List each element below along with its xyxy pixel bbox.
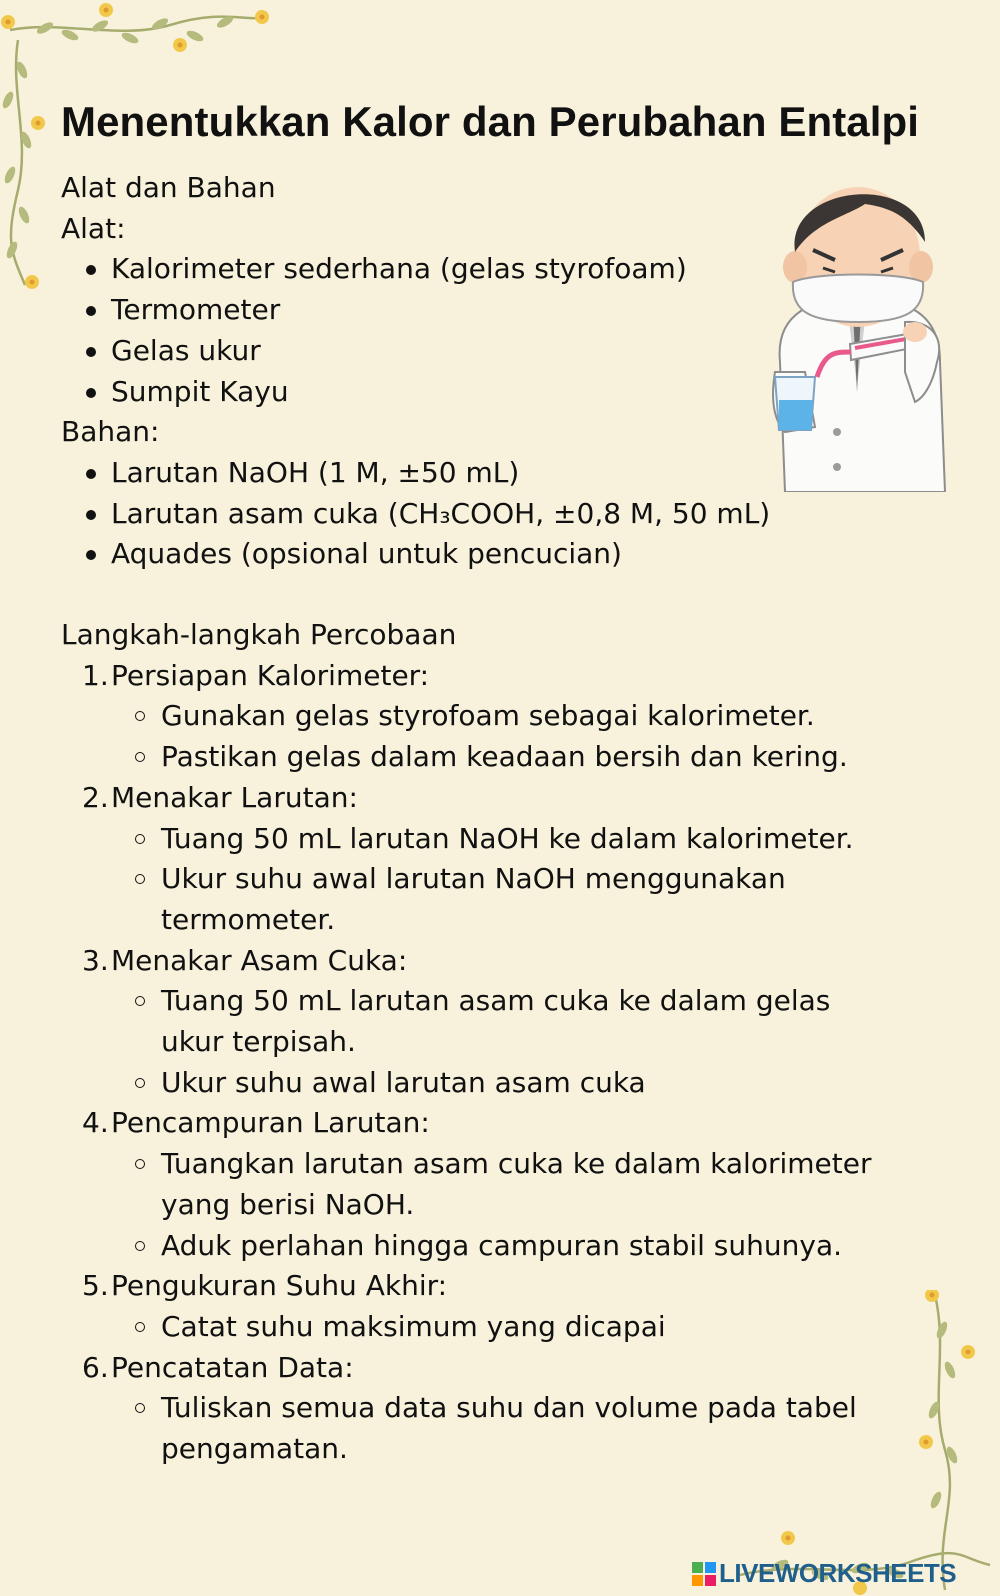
step-title: Pengukuran Suhu Akhir: bbox=[111, 1269, 448, 1303]
step-title: Persiapan Kalorimeter: bbox=[111, 658, 430, 692]
spacer bbox=[61, 575, 961, 615]
sub-item: Ukur suhu awal larutan NaOH menggunakan termometer. bbox=[61, 859, 961, 940]
logo-text: LIVEWORKSHEETS bbox=[719, 1558, 957, 1588]
list-item: Gelas ukur bbox=[61, 331, 961, 372]
step-item bbox=[61, 941, 961, 1104]
step-number: 1. bbox=[82, 658, 109, 692]
sub-item: Gunakan gelas styrofoam sebagai kalorimeter. bbox=[61, 696, 961, 737]
bahan-list bbox=[61, 453, 961, 575]
sub-list bbox=[61, 1388, 961, 1469]
sub-item: Aduk perlahan hingga campuran stabil suhunya. bbox=[61, 1226, 961, 1267]
step-number: 2. bbox=[82, 780, 109, 814]
sub-list bbox=[61, 1307, 961, 1348]
step-heading bbox=[61, 1103, 961, 1144]
step-item bbox=[61, 1266, 961, 1347]
liveworksheets-blocks-icon bbox=[692, 1562, 716, 1586]
sub-item: Tuangkan larutan asam cuka ke dalam kalorimeter yang berisi NaOH. bbox=[61, 1144, 941, 1225]
alat-label: Alat: bbox=[61, 211, 126, 245]
list-item: Kalorimeter sederhana (gelas styrofoam) bbox=[61, 249, 961, 290]
step-heading bbox=[61, 656, 961, 697]
liveworksheets-logo[interactable] bbox=[692, 1558, 956, 1589]
list-item: Larutan NaOH (1 M, ±50 mL) bbox=[61, 453, 961, 494]
sub-item: Tuang 50 mL larutan NaOH ke dalam kalorimeter. bbox=[61, 819, 961, 860]
step-title: Pencampuran Larutan: bbox=[111, 1106, 430, 1140]
list-item: Termometer bbox=[61, 290, 961, 331]
sub-item: Ukur suhu awal larutan asam cuka bbox=[61, 1063, 961, 1104]
step-item bbox=[61, 1348, 961, 1470]
step-number: 4. bbox=[82, 1106, 109, 1140]
bahan-label: Bahan: bbox=[61, 415, 160, 449]
worksheet-content bbox=[61, 168, 961, 1470]
sub-list bbox=[61, 981, 961, 1103]
list-item: Sumpit Kayu bbox=[61, 372, 961, 413]
step-heading bbox=[61, 941, 961, 982]
list-item: Larutan asam cuka (CH₃COOH, ±0,8 M, 50 mL) bbox=[61, 494, 961, 535]
sub-list bbox=[61, 696, 961, 777]
step-item bbox=[61, 778, 961, 941]
sub-list bbox=[61, 819, 961, 941]
step-number: 6. bbox=[82, 1350, 109, 1384]
list-item: Aquades (opsional untuk pencucian) bbox=[61, 534, 961, 575]
sub-item: Catat suhu maksimum yang dicapai bbox=[61, 1307, 961, 1348]
step-item bbox=[61, 1103, 961, 1266]
step-title: Menakar Asam Cuka: bbox=[111, 943, 408, 977]
page-title: Menentukkan Kalor dan Perubahan Entalpi bbox=[61, 98, 920, 145]
sub-item: Pastikan gelas dalam keadaan bersih dan kering. bbox=[61, 737, 961, 778]
step-heading bbox=[61, 1348, 961, 1389]
sub-list bbox=[61, 1144, 961, 1266]
step-item bbox=[61, 656, 961, 778]
alat-list bbox=[61, 249, 961, 412]
sub-item: Tuang 50 mL larutan asam cuka ke dalam gelas ukur terpisah. bbox=[61, 981, 881, 1062]
step-heading bbox=[61, 1266, 961, 1307]
sub-item: Tuliskan semua data suhu dan volume pada tabel pengamatan. bbox=[61, 1388, 861, 1469]
step-number: 3. bbox=[82, 943, 109, 977]
step-title: Menakar Larutan: bbox=[111, 780, 358, 814]
section-heading-tools: Alat dan Bahan bbox=[61, 171, 276, 204]
step-number: 5. bbox=[82, 1269, 109, 1303]
step-title: Pencatatan Data: bbox=[111, 1350, 354, 1384]
step-heading bbox=[61, 778, 961, 819]
steps-list bbox=[61, 656, 961, 1470]
section-heading-steps: Langkah-langkah Percobaan bbox=[61, 618, 457, 652]
